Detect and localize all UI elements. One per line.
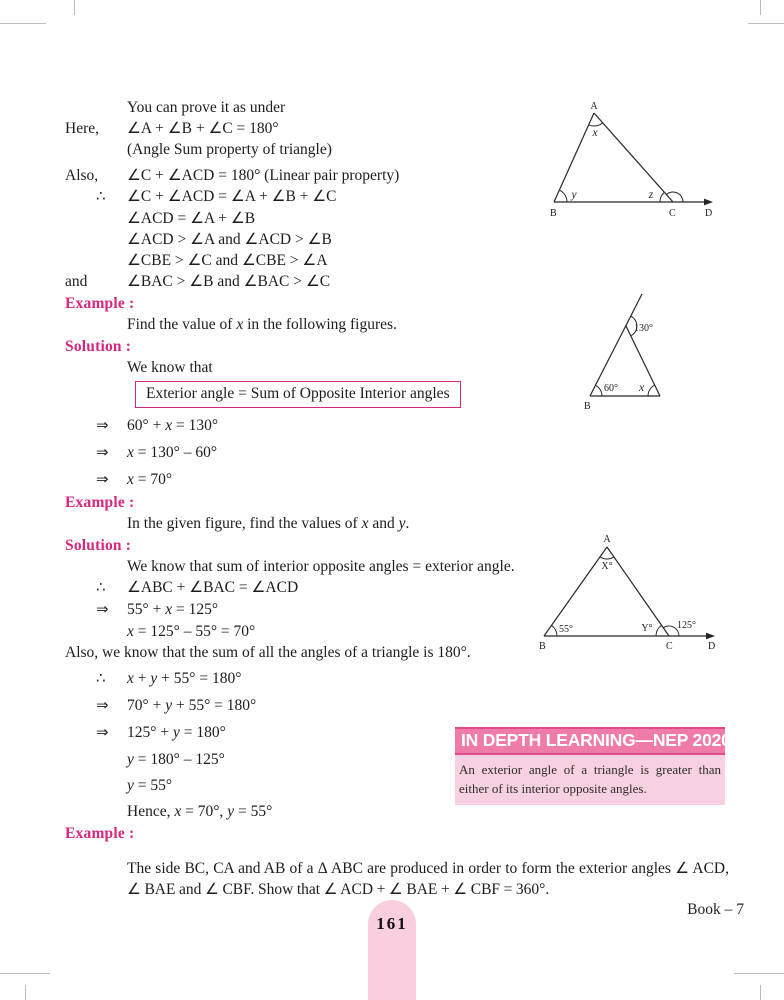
math-marker: ⇒ <box>96 602 109 618</box>
crop-mark <box>0 973 50 974</box>
math-marker: ∴ <box>96 189 106 205</box>
line-text: Find the value of x in the following figures. <box>127 316 397 333</box>
text-line <box>65 513 729 534</box>
line-text: ∠CBE > ∠C and ∠CBE > ∠A <box>127 252 328 269</box>
line-text: ∠C + ∠ACD = ∠A + ∠B + ∠C <box>127 188 337 205</box>
math-marker: ⇒ <box>96 472 109 488</box>
vertex-label: B <box>550 208 557 219</box>
crop-mark <box>760 0 761 15</box>
crop-mark <box>748 23 784 24</box>
angle-label: 55° <box>559 624 573 635</box>
line-text: In the given figure, find the values of x and y. <box>127 515 410 532</box>
in-depth-learning-body <box>455 755 725 805</box>
angle-label: 60° <box>604 383 618 394</box>
angle-label: 125° <box>677 620 696 631</box>
line-text: ∠A + ∠B + ∠C = 180° <box>127 120 279 137</box>
paragraph-line: ∠ BAE and ∠ CBF. Show that ∠ ACD + ∠ BAE + ∠ CBF = 360°. <box>127 881 550 898</box>
line-text: ∠ACD = ∠A + ∠B <box>127 210 256 227</box>
line-text: ∠ABC + ∠BAC = ∠ACD <box>127 579 299 596</box>
line-text: 55° + x = 125° <box>127 601 219 618</box>
crop-mark <box>734 973 784 974</box>
angle-label: x <box>639 382 645 394</box>
line-text: You can prove it as under <box>127 99 286 116</box>
in-depth-learning-box <box>455 727 731 805</box>
page-number: 161 <box>376 914 408 933</box>
section-heading <box>65 823 729 844</box>
line-text: Example : <box>65 494 135 511</box>
line-label: and <box>65 273 88 290</box>
figure-triangle-exterior-angle-1 <box>540 100 720 222</box>
line-text: Example : <box>65 295 135 312</box>
crop-mark <box>25 985 26 1000</box>
figure-triangle-exterior-angle-3 <box>535 533 725 655</box>
text-line <box>65 695 729 717</box>
line-text: 70° + y + 55° = 180° <box>127 697 257 714</box>
text-line <box>65 229 729 250</box>
angle-label: y <box>571 189 577 201</box>
book-label: Book – 7 <box>687 901 744 918</box>
text-line <box>65 469 729 491</box>
arrowhead <box>706 633 715 640</box>
line-text: We know that <box>127 359 213 376</box>
math-marker: ⇒ <box>96 418 109 434</box>
line-text: Example : <box>65 825 135 842</box>
line-text: y = 180° – 125° <box>127 751 225 768</box>
line-text: ∠BAC > ∠B and ∠BAC > ∠C <box>127 273 331 290</box>
math-marker: ∴ <box>96 580 106 596</box>
in-depth-learning-title: IN DEPTH LEARNING—NEP 2020 <box>455 727 725 755</box>
key-fact-box: Exterior angle = Sum of Opposite Interior angles <box>135 381 461 408</box>
arrowhead <box>704 199 713 206</box>
line-text: Solution : <box>65 338 132 355</box>
text-line <box>65 858 729 900</box>
math-marker: ⇒ <box>96 698 109 714</box>
crop-mark <box>760 985 761 1000</box>
line-text: 60° + x = 130° <box>127 417 219 434</box>
paragraph-line: The side BC, CA and AB of a Δ ABC are produced in order to form the exterior angles ∠ ACD, <box>127 860 729 877</box>
line-text: x + y + 55° = 180° <box>127 670 242 687</box>
line-text: x = 125° – 55° = 70° <box>127 623 256 640</box>
vertex-label: B <box>584 401 591 412</box>
angle-label: x <box>592 127 598 139</box>
note-body-line: either of its interior opposite angles. <box>459 781 647 796</box>
line-text: y = 55° <box>127 777 173 794</box>
line-text: (Angle Sum property of triangle) <box>127 141 332 158</box>
line-text: Solution : <box>65 537 132 554</box>
angle-label: X° <box>601 561 613 572</box>
section-heading <box>65 492 729 513</box>
math-marker: ∴ <box>96 671 106 687</box>
angle-label: Y° <box>641 623 653 634</box>
line-text: We know that sum of interior opposite angles = exterior angle. <box>127 558 515 575</box>
line-label: Here, <box>65 120 99 137</box>
line-text <box>127 858 729 900</box>
page-number-capsule <box>368 900 416 1000</box>
vertex-label: D <box>708 641 716 652</box>
line-text: Also, we know that the sum of all the angles of a triangle is 180°. <box>65 644 471 661</box>
line-text: Hence, x = 70°, y = 55° <box>127 803 273 820</box>
text-line <box>65 668 729 690</box>
vertex-label: A <box>603 534 611 545</box>
line-text: 125° + y = 180° <box>127 724 226 741</box>
text-line <box>65 442 729 464</box>
note-body-line: An exterior angle of a triangle is greater than <box>459 762 721 777</box>
angle-label: z <box>648 189 654 201</box>
math-marker: ⇒ <box>96 445 109 461</box>
vertex-label: A <box>590 101 598 112</box>
text-line <box>65 250 729 271</box>
line-text: ∠C + ∠ACD = 180° (Linear pair property) <box>127 167 400 184</box>
figure-triangle-exterior-angle-2 <box>580 288 710 414</box>
vertex-label: C <box>669 208 676 219</box>
crop-mark <box>74 0 75 15</box>
line-label: Also, <box>65 167 99 184</box>
math-marker: ⇒ <box>96 725 109 741</box>
line-text: x = 130° – 60° <box>127 444 218 461</box>
crop-mark <box>0 23 46 24</box>
vertex-label: D <box>705 208 713 219</box>
vertex-label: C <box>666 641 673 652</box>
vertex-label: B <box>539 641 546 652</box>
text-line <box>65 415 729 437</box>
line-text: x = 70° <box>127 471 173 488</box>
line-text: ∠ACD > ∠A and ∠ACD > ∠B <box>127 231 332 248</box>
angle-label: 130° <box>634 323 653 334</box>
